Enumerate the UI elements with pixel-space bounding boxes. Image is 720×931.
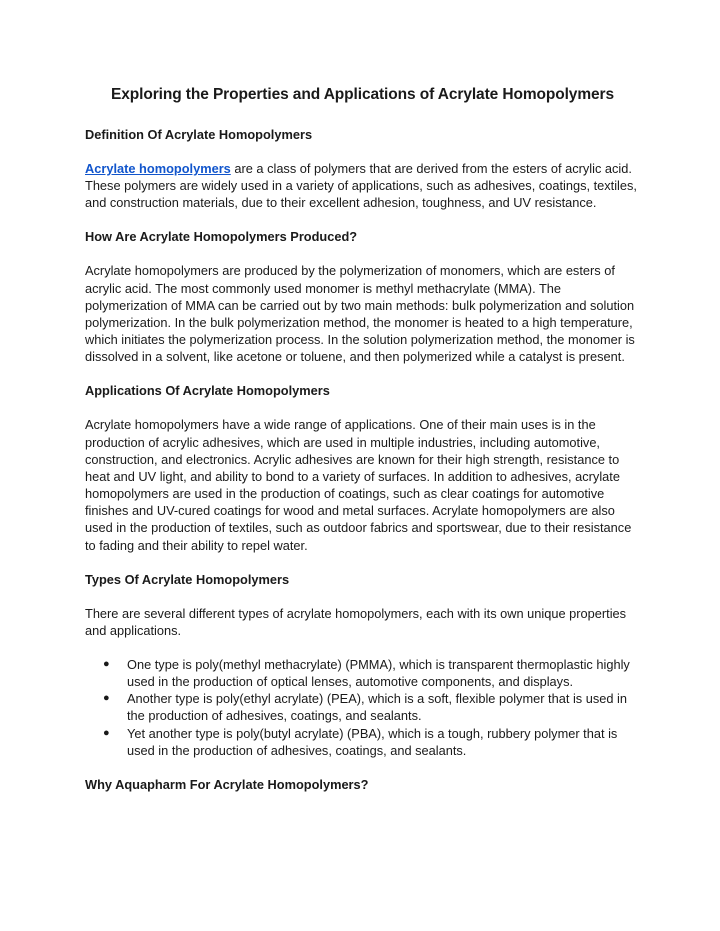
paragraph-definition bbox=[85, 160, 640, 211]
section-heading-types: Types Of Acrylate Homopolymers bbox=[85, 571, 290, 587]
list-item bbox=[85, 656, 640, 690]
list-item bbox=[85, 690, 640, 724]
paragraph-production: Acrylate homopolymers are produced by the polymerization of monomers, which are esters of acrylic acid. The most commonly used monomer is methyl methacrylate (MMA). The polymerization of MMA can be carried out by two main methods: bulk polymerization and solution polymerization. In the bulk polymerization method, the monomer is heated to a high temperature, which initiates the polymerization process. In the solution polymerization method, the monomer is dissolved in a solvent, like acetone or toluene, and then polymerized while a catalyst is present. bbox=[85, 263, 635, 365]
bullet-icon: ● bbox=[103, 657, 110, 670]
list-item-text: Yet another type is poly(butyl acrylate) (PBA), which is a tough, rubbery polymer that is used in the production of adhesives, coatings, and sealants. bbox=[127, 725, 618, 758]
paragraph-definition-text: are a class of polymers that are derived from the esters of acrylic acid. These polymers are widely used in a variety of applications, such as adhesives, coatings, textiles, and construction materials, due to their excellent adhesion, toughness, and UV resistance. bbox=[85, 161, 637, 211]
types-bullet-list bbox=[85, 656, 640, 759]
bullet-icon: ● bbox=[103, 692, 110, 705]
paragraph-types-intro: There are several different types of acrylate homopolymers, each with its own unique properties and applications. bbox=[85, 605, 627, 638]
list-item-text: One type is poly(methyl methacrylate) (PMMA), which is transparent thermoplastic highly used in the production of optical lenses, automotive components, and displays. bbox=[127, 656, 630, 690]
acrylate-homopolymers-link[interactable]: Acrylate homopolymers bbox=[85, 161, 231, 176]
spacer bbox=[85, 399, 640, 416]
paragraph-applications: Acrylate homopolymers have a wide range of applications. One of their main uses is in the production of acrylic adhesives, which are used in multiple industries, including automotive, construction, and electronics. Acrylic adhesives are known for their high strength, resistance to heat and UV light, and ability to bond to a variety of surfaces. In addition to adhesives, acrylate homopolymers are used in the production of coatings, such as clear coatings for automotive finishes and UV-cured coatings for wood and metal surfaces. Acrylate homopolymers are also used in the production of textiles, such as outdoor fabrics and sportswear, due to their resistance to fading and their ability to repel water. bbox=[85, 417, 632, 553]
section-heading-why: Why Aquapharm For Acrylate Homopolymers? bbox=[85, 776, 369, 792]
spacer bbox=[85, 639, 640, 656]
spacer bbox=[85, 759, 640, 776]
spacer bbox=[85, 365, 640, 382]
list-item bbox=[85, 725, 640, 759]
spacer bbox=[85, 211, 640, 228]
spacer bbox=[85, 554, 640, 571]
section-heading-definition: Definition Of Acrylate Homopolymers bbox=[85, 127, 313, 142]
spacer bbox=[85, 143, 640, 160]
list-item-text: Another type is poly(ethyl acrylate) (PEA), which is a soft, flexible polymer that is used in the production of adhesives, coatings, and sealants. bbox=[127, 691, 628, 724]
spacer bbox=[85, 245, 640, 262]
spacer bbox=[85, 588, 640, 605]
spacer bbox=[85, 106, 640, 126]
document-page bbox=[85, 84, 640, 793]
section-heading-applications: Applications Of Acrylate Homopolymers bbox=[85, 383, 330, 399]
section-heading-production: How Are Acrylate Homopolymers Produced? bbox=[85, 229, 358, 245]
document-title: Exploring the Properties and Applications of Acrylate Homopolymers bbox=[111, 86, 614, 103]
bullet-icon: ● bbox=[103, 726, 110, 739]
